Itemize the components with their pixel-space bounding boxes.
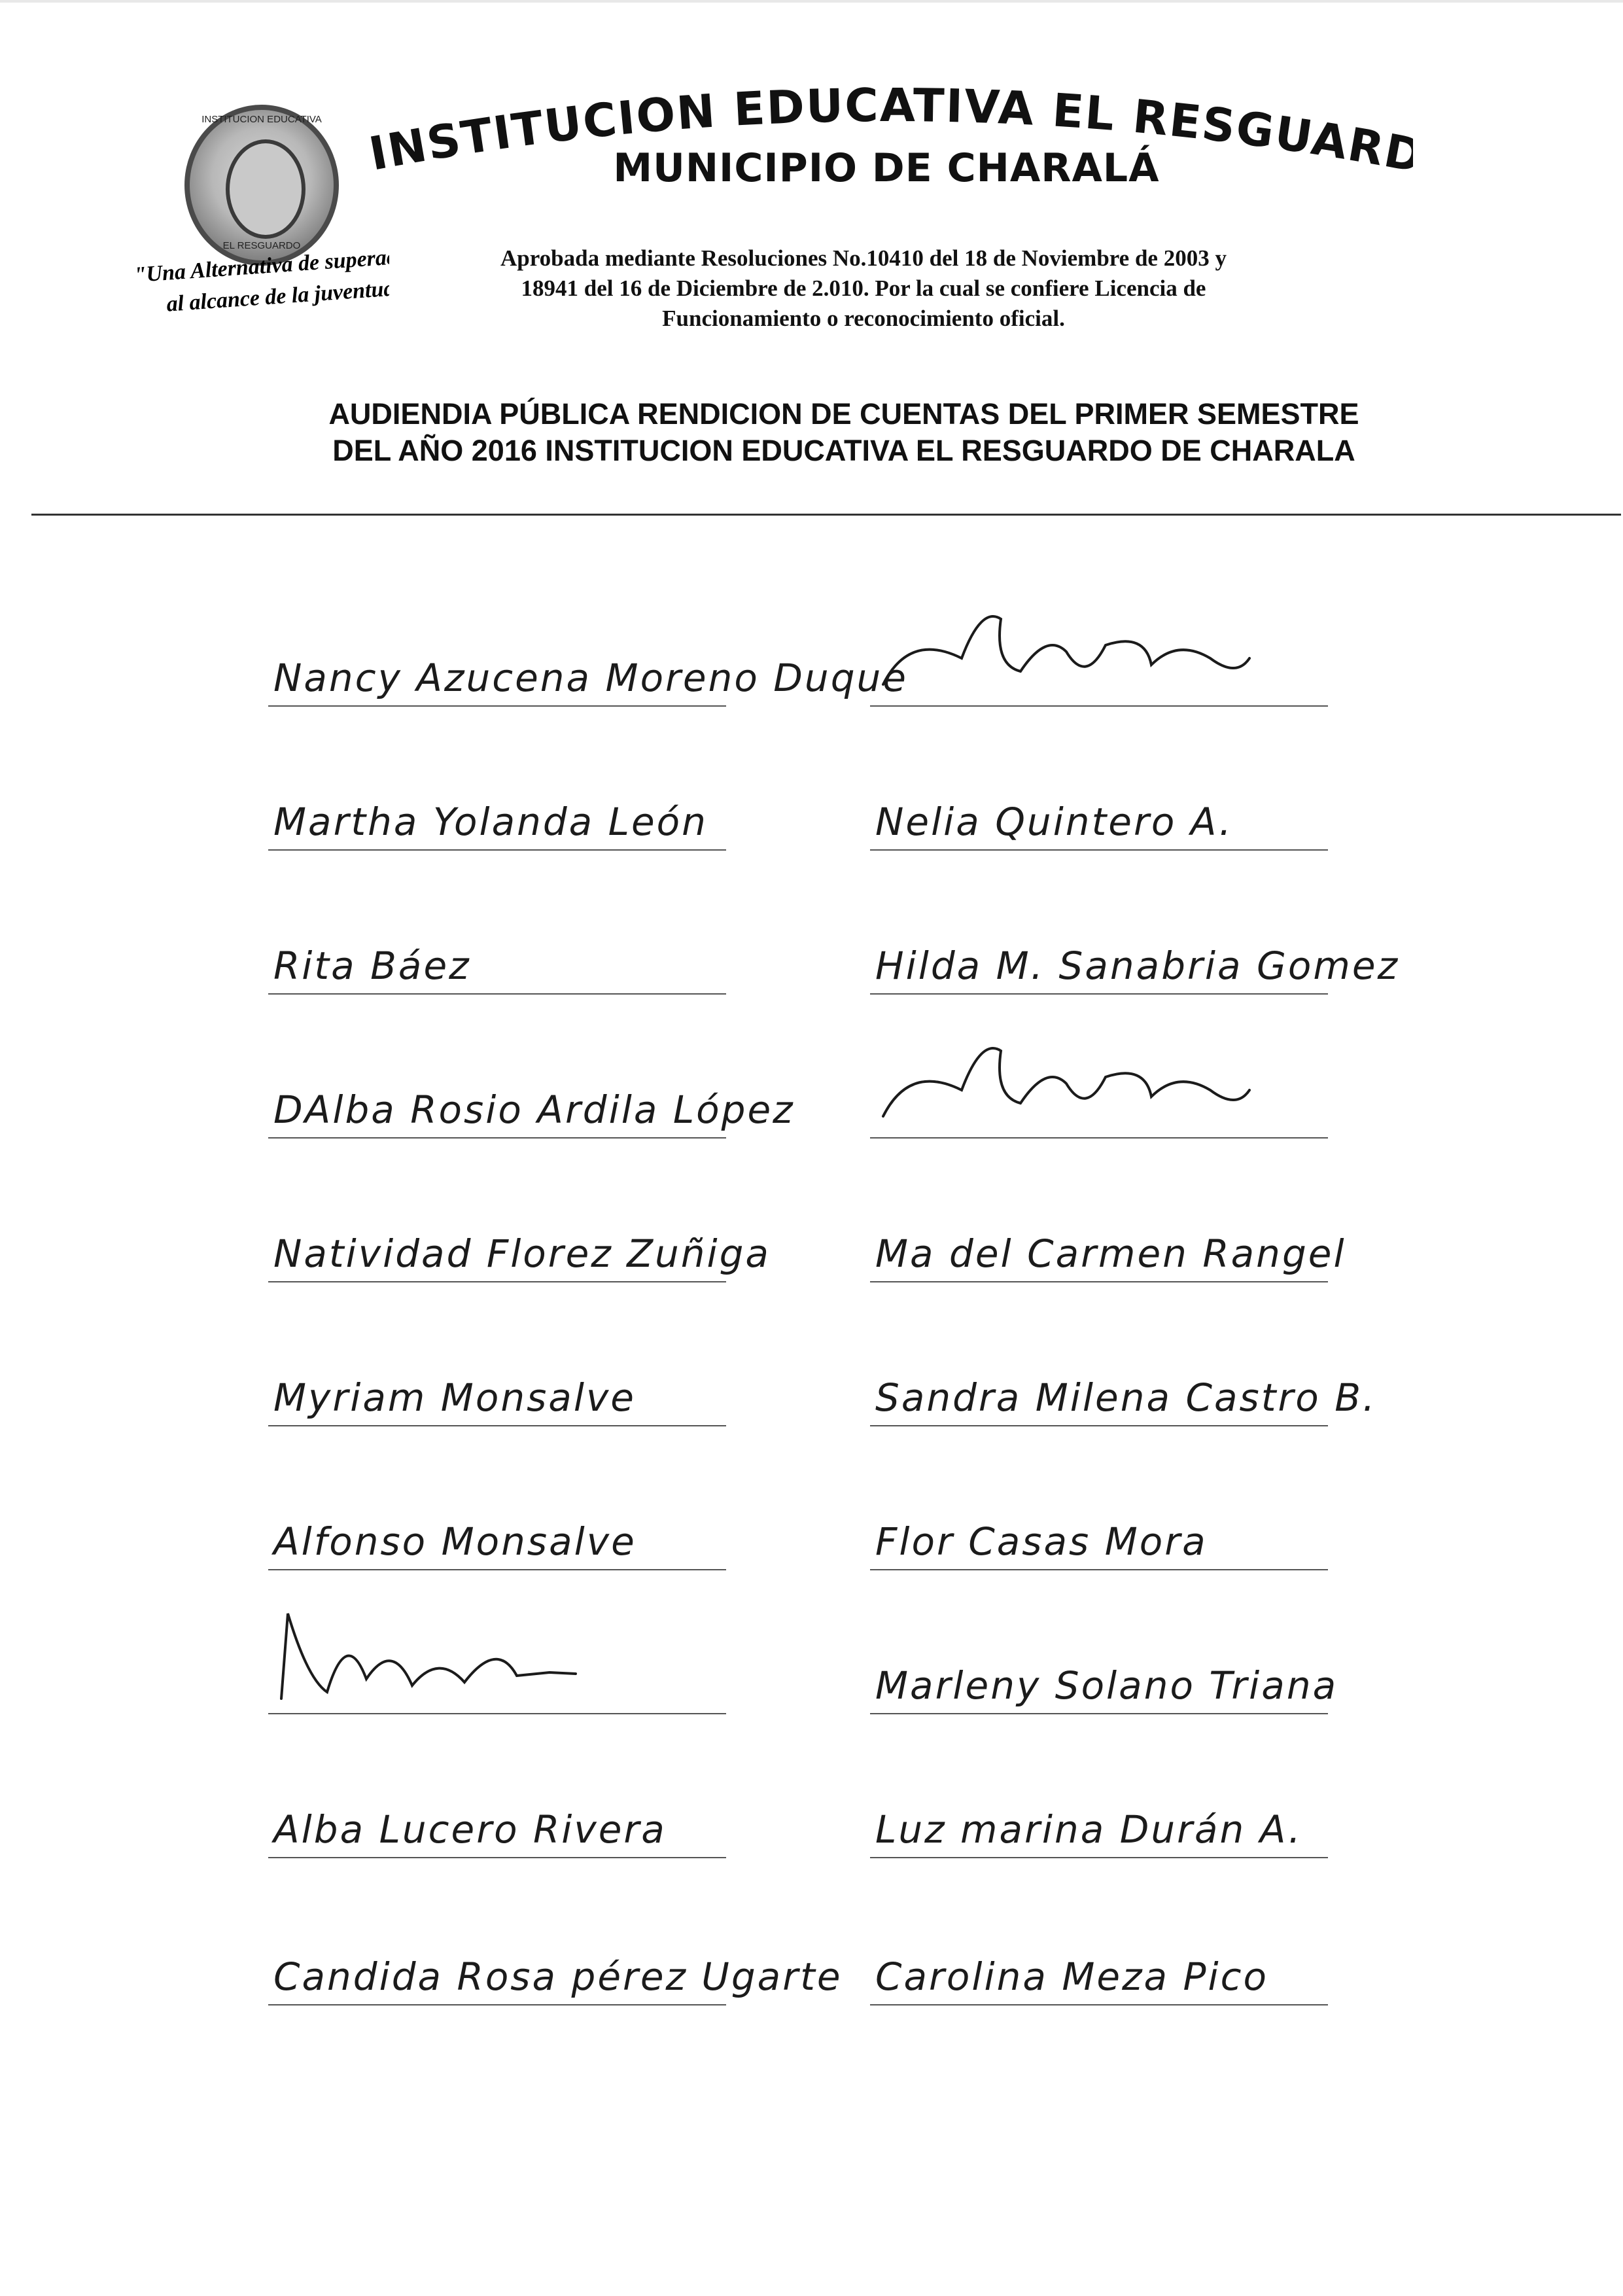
signature-name: Alba Lucero Rivera <box>273 1807 667 1852</box>
resolution-text <box>406 243 1321 334</box>
signature-left <box>268 1322 726 1426</box>
signature-row <box>0 1178 1623 1282</box>
scan-edge <box>0 0 1623 3</box>
resolution-line-2: 18941 del 16 de Diciembre de 2.010. Por la cual se confiere Licencia de <box>521 275 1206 301</box>
municipio-name: MUNICIPIO DE CHARALÁ <box>613 145 1160 191</box>
signature-row <box>0 602 1623 707</box>
signature-name: Alfonso Monsalve <box>273 1519 637 1564</box>
signature-name: Rita Báez <box>273 944 471 988</box>
signature-right <box>870 1610 1338 1714</box>
signature-line <box>268 1281 726 1282</box>
handwritten-signature-mark <box>268 1600 661 1712</box>
event-title <box>262 396 1426 469</box>
signature-left <box>268 746 726 851</box>
signature-name: Myriam Monsalve <box>273 1375 636 1420</box>
signature-left <box>268 1178 771 1282</box>
signature-line <box>268 1425 726 1426</box>
signature-left <box>268 602 908 707</box>
signature-line <box>870 1137 1328 1139</box>
signature-name: Martha Yolanda León <box>273 800 708 844</box>
signature-name: Natividad Florez Zuñiga <box>273 1231 771 1276</box>
seal-emblem <box>226 139 305 239</box>
signature-line <box>268 993 726 995</box>
signature-line <box>870 993 1328 995</box>
signature-stroke <box>281 1614 576 1699</box>
motto <box>128 247 389 319</box>
signature-row <box>0 890 1623 995</box>
signature-right <box>870 1178 1346 1282</box>
signature-left <box>268 1901 843 2005</box>
signature-name: DAlba Rosio Ardila López <box>273 1087 795 1132</box>
institution-seal <box>184 105 339 266</box>
signature-name: Candida Rosa pérez Ugarte <box>273 1954 843 1999</box>
header-divider <box>31 514 1621 516</box>
signature-line <box>268 705 726 707</box>
institution-name: INSTITUCION EDUCATIVA EL RESGUAR <box>366 79 1389 181</box>
signature-line <box>268 2004 726 2005</box>
signature-row <box>0 746 1623 851</box>
signature-right <box>870 602 1328 707</box>
signature-right <box>870 1034 1328 1139</box>
signature-name: Sandra Milena Castro B. <box>875 1375 1377 1420</box>
signature-right <box>870 746 1328 851</box>
resolution-line-1: Aprobada mediante Resoluciones No.10410 del 18 de Noviembre de 2003 y <box>500 245 1227 271</box>
signature-row <box>0 1754 1623 1858</box>
signature-line <box>268 1713 726 1714</box>
event-title-line-2: DEL AÑO 2016 INSTITUCION EDUCATIVA EL RESGUARDO DE CHARALA <box>332 434 1355 467</box>
signature-left <box>268 1034 795 1139</box>
signature-line <box>870 1857 1328 1858</box>
signature-name: Marleny Solano Triana <box>875 1663 1338 1708</box>
signature-line <box>870 705 1328 707</box>
handwritten-signature-mark <box>870 593 1263 704</box>
signature-line <box>268 1857 726 1858</box>
signature-name: Flor Casas Mora <box>875 1519 1208 1564</box>
seal-text-bottom: EL RESGUARDO <box>222 240 301 251</box>
signature-name: Nancy Azucena Moreno Duque <box>273 656 908 700</box>
signature-name: Ma del Carmen Rangel <box>875 1231 1346 1276</box>
signature-row <box>0 1034 1623 1139</box>
motto-line-2: al alcance de la juventud" <box>166 275 389 317</box>
signature-line <box>268 849 726 851</box>
signature-row <box>0 1610 1623 1714</box>
signature-stroke <box>883 1048 1249 1116</box>
signature-name: Luz marina Durán A. <box>875 1807 1302 1852</box>
event-title-line-1: AUDIENDIA PÚBLICA RENDICION DE CUENTAS DEL PRIMER SEMESTRE <box>328 397 1359 431</box>
signature-left <box>268 890 726 995</box>
signature-right <box>870 1466 1328 1570</box>
signature-right <box>870 1754 1328 1858</box>
signature-name: Nelia Quintero A. <box>875 800 1233 844</box>
signature-left <box>268 1610 726 1714</box>
signature-line <box>870 2004 1328 2005</box>
signature-line <box>870 849 1328 851</box>
signature-right <box>870 1901 1328 2005</box>
signature-name: Carolina Meza Pico <box>875 1954 1268 1999</box>
signature-left <box>268 1754 726 1858</box>
signature-name: Hilda M. Sanabria Gomez <box>875 944 1400 988</box>
signature-row <box>0 1901 1623 2005</box>
signature-line <box>268 1137 726 1139</box>
signature-stroke <box>883 616 1249 684</box>
signature-row <box>0 1466 1623 1570</box>
signature-left <box>268 1466 726 1570</box>
seal-text-top: INSTITUCION EDUCATIVA <box>201 114 322 125</box>
signature-line <box>268 1569 726 1570</box>
signature-line <box>870 1425 1328 1426</box>
motto-line-1: "Una Alternativa de superación <box>133 247 389 288</box>
signature-line <box>870 1281 1328 1282</box>
handwritten-signature-mark <box>870 1025 1263 1136</box>
signature-line <box>870 1713 1328 1714</box>
signature-right <box>870 890 1400 995</box>
signature-right <box>870 1322 1377 1426</box>
signature-line <box>870 1569 1328 1570</box>
resolution-line-3: Funcionamiento o reconocimiento oficial. <box>662 306 1065 331</box>
signature-row <box>0 1322 1623 1426</box>
